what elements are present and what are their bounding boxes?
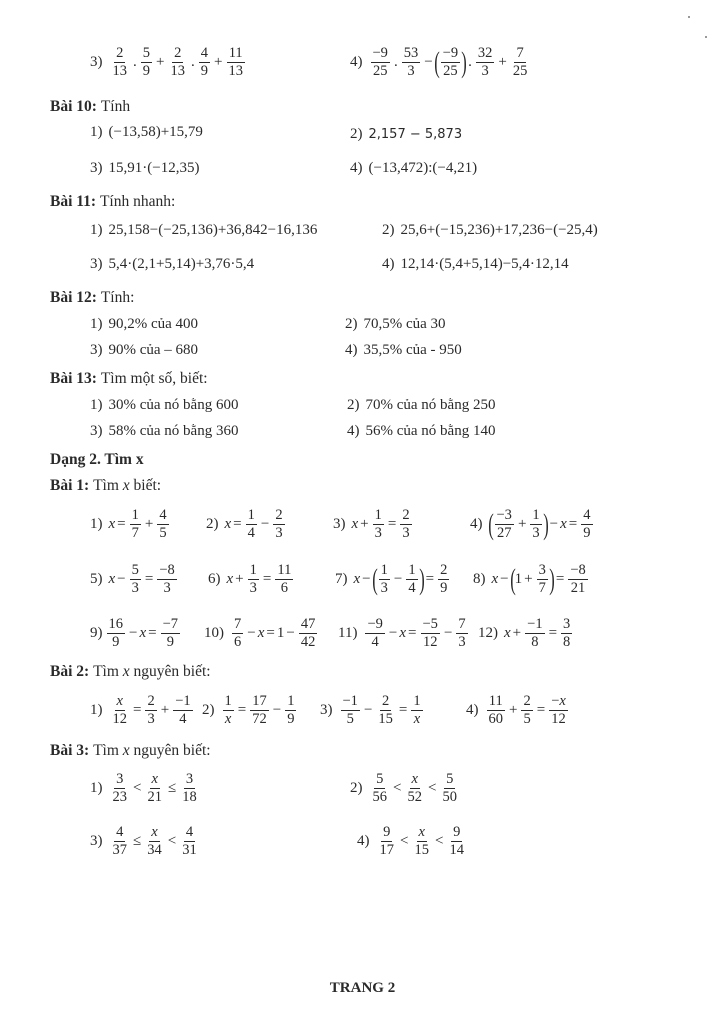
exercise-item: 1) 90,2% của 400 — [90, 316, 199, 332]
exercise-item: 11) −9 4 − x = $\frac{-5}{12}$ − $\frac{7}{3}$ — [338, 616, 466, 651]
exercise-item: 2) x = $\frac{1}{4}$ − $\frac{2}{3}$ — [206, 507, 283, 542]
exercise-item: 4) (−13,472):(−4,21) — [350, 160, 478, 176]
exercise-item: 2) 70,5% của 30 — [345, 316, 446, 332]
exercise-heading: Bài 10: Tính — [50, 98, 131, 115]
section-title: Dạng 2. Tìm x — [50, 451, 144, 468]
exercise-item: 7) x − ( 1 3 − $\frac{1}{4}$ ) = $\frac{2}{9}$ — [335, 562, 448, 597]
exercise-item: 4) −9 25 . 53 3 − ( −9 25 ) . 32 3 + $\frac{7}{25}$ — [350, 46, 531, 79]
exercise-item: 2) 5 56 < x 52 < 5 50 — [350, 771, 457, 806]
exercise-item: 3) −1 5 − $\frac{2}{15}$ = $\frac{1}{x}$ — [320, 693, 421, 728]
exercise-heading: Bài 3: Tìm x nguyên biết: — [50, 742, 211, 759]
exercise-item: 4) 9 17 < x 15 < 9 14 — [357, 824, 464, 859]
exercise-item: 1) 30% của nó bằng 600 — [90, 397, 239, 413]
exercise-heading: Bài 2: Tìm x nguyên biết: — [50, 663, 211, 680]
exercise-item: 2) $\frac{1}{x}$ = $\frac{17}{72}$ − $\frac{1}{9}$ — [202, 693, 295, 728]
exercise-item: 4) 12,14·(5,4+5,14)−5,4·12,14 — [382, 256, 569, 272]
exercise-heading: Bài 1: Tìm x biết: — [50, 477, 162, 494]
exercise-item: 5) x − $\frac{5}{3}$ = $\frac{-8}{3}$ — [90, 562, 175, 597]
exercise-item: 1) x = $\frac{1}{7}$ + $\frac{4}{5}$ — [90, 507, 167, 542]
exercise-item: 4) 35,5% của - 950 — [345, 342, 462, 358]
exercise-item: 3) 58% của nó bằng 360 — [90, 423, 239, 439]
exercise-item: 3) 90% của – 680 — [90, 342, 199, 358]
exercise-heading: Bài 13: Tìm một số, biết: — [50, 370, 208, 387]
exercise-item: 1) (−13,58)+15,79 — [90, 124, 203, 140]
exercise-item: 8) x − ( 1 + $\frac{3}{7}$ ) = $\frac{-8}{21}$ — [473, 562, 586, 597]
exercise-item: 4) ( −3 27 + $\frac{1}{3}$ ) − x = $\frac{4}{9}$ — [470, 507, 591, 542]
exercise-item: 2) 2,157 − 5,873 — [350, 126, 463, 142]
exercise-item: 1) 25,158−(−25,136)+36,842−16,136 — [90, 222, 318, 238]
exercise-item: 4) 11 60 + $\frac{2}{5}$ = $\frac{-x}{12}$ — [466, 693, 566, 728]
math-expression: 2 13 . 5 9 + $\frac{2}{13}$ . 4 9 + $\frac{11}{13}$ — [112, 45, 243, 80]
exercise-heading: Bài 12: Tính: — [50, 289, 135, 306]
scan-mark — [688, 16, 690, 18]
exercise-item: 1) 3 23 < $\frac{x}{21}$ ≤ $\frac{3}{18}$ — [90, 771, 197, 806]
exercise-item: 2) 70% của nó bằng 250 — [347, 397, 496, 413]
scan-mark — [705, 36, 707, 38]
exercise-item: 6) x + $\frac{1}{3}$ = $\frac{11}{6}$ — [208, 562, 292, 597]
exercise-item: 3) $\frac{4}{37}$ ≤ $\frac{x}{34}$ < 4 31 — [90, 824, 197, 859]
exercise-item: 4) 56% của nó bằng 140 — [347, 423, 496, 439]
exercise-heading: Bài 11: Tính nhanh: — [50, 193, 176, 210]
math-expression: −9 25 . 53 3 − ( −9 25 ) . 32 3 + $\frac{7}{25}$ — [372, 45, 528, 80]
exercise-item: 3) 15,91·(−12,35) — [90, 160, 200, 176]
exercise-item: 12) x + $\frac{-1}{8}$ = $\frac{3}{8}$ — [478, 616, 571, 651]
exercise-item: 9) 16 9 − x = $\frac{-7}{9}$ — [90, 616, 179, 651]
exercise-item: 2) 25,6+(−15,236)+17,236−(−25,4) — [382, 222, 598, 238]
page-footer: TRANG 2 — [329, 980, 396, 996]
exercise-item: 1) $\frac{x}{12}$ = $\frac{2}{3}$ + $\frac{-1}{4}$ — [90, 693, 191, 728]
exercise-item: 3) 2 13 . 5 9 + $\frac{2}{13}$ . 4 9 + $\frac{11}{13}$ — [90, 46, 247, 79]
exercise-item: 3) x + $\frac{1}{3}$ = $\frac{2}{3}$ — [333, 507, 410, 542]
exercise-item: 10) 7 6 − x = 1 − $\frac{47}{42}$ — [204, 616, 316, 651]
exercise-item: 3) 5,4·(2,1+5,14)+3,76·5,4 — [90, 256, 255, 272]
